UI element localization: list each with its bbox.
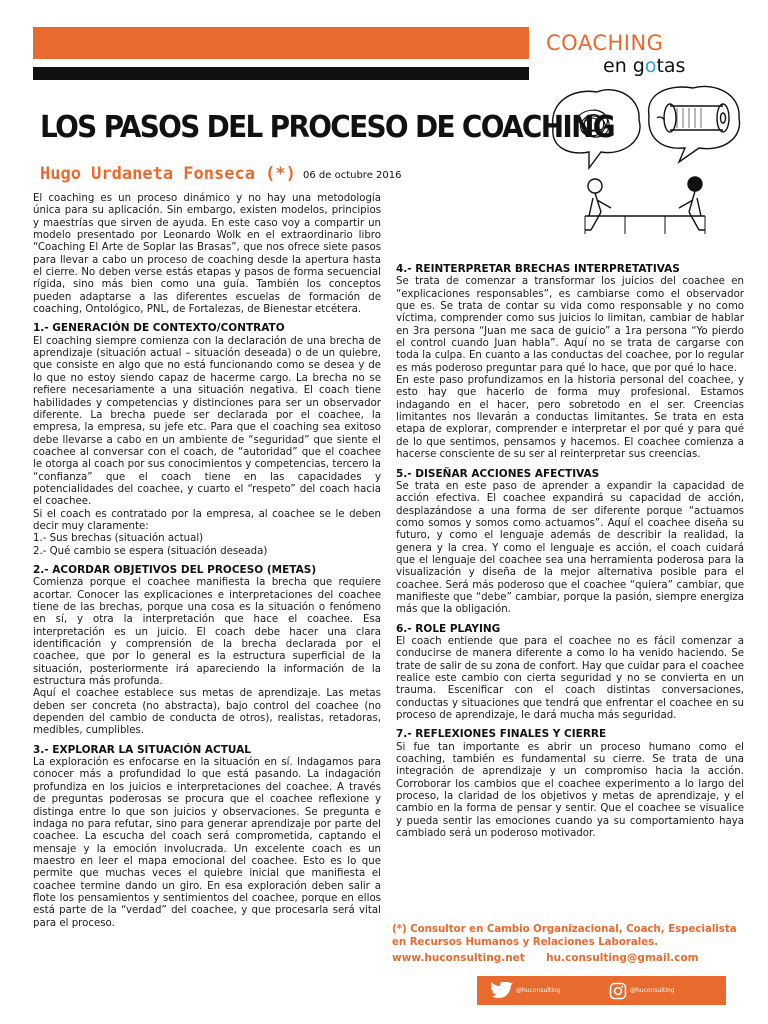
- instagram-handle: @huconsulting: [630, 987, 675, 994]
- section-6-heading: 6.- ROLE PLAYING: [396, 622, 501, 635]
- article-date: 06 de octubre 2016: [303, 170, 402, 181]
- section-1-heading: 1.- GENERACIÓN DE CONTEXTO/CONTRATO: [33, 322, 285, 335]
- author-note: (*) Consultor en Cambio Organizacional, Coach, Especialista en Recursos Humanos y Relaciones Laborales.: [392, 924, 737, 948]
- coaching-illustration: [545, 78, 745, 236]
- section-6-paragraph: El coach entiende que para el coachee no es fácil comenzar a conducirse de manera diferente a como lo ha venido haciendo. Se trate de salir de su zona de confort. Hay que cuidar para el coachee realice este cambio con cierta seguridad y no se convierta en un trauma. Escenificar con el coach distintas conversaciones, conductas y situaciones que tendrá que enfrentar el coachee en su proceso de aprendizaje, le dará mucha más seguridad.: [396, 635, 744, 722]
- contact-links: [392, 952, 699, 964]
- section-7-paragraph: Si fue tan importante es abrir un proceso humano como el coaching, también es fundamental su cierre. Se trata de una integración de aprendizaje y un compromiso hacia la acción. Corroborar los cambios que el coachee experimento a lo largo del proceso, la claridad de los objetivos y metas de aprendizaje, y el cambio en la forma de pensar y sentir. Que el coachee se visualice y pueda sentir las emociones cuando ya su comportamiento haya cambiado será un poderoso motivador.: [396, 741, 744, 840]
- logo-bottom-text: en gotas: [603, 55, 686, 77]
- article-title: LOS PASOS DEL PROCESO DE COACHING: [40, 110, 615, 145]
- intro-paragraph: El coaching es un proceso dinámico y no hay una metodología única para su aplicación. Sin embargo, existen modelos, principios y maestrías que sirven de ayuda. En este caso voy a compartir un modelo presentado por Leonardo Wolk en el extraordinario libro “Coaching El Arte de Soplar las Brasas”, que nos ofrece siete pasos para llevar a cabo un proceso de coaching desde la apertura hasta el cierre. No deben verse estás etapas y pasos de forma secuencial rígida, sino más bien como una guía. También los conceptos pueden adaptarse a las diferentes escuelas de formación de coaching, Ontológico, PNL, de Fortalezas, de Bienestar etcétera.: [33, 193, 381, 316]
- twitter-handle: @huconsulting: [516, 987, 561, 994]
- section-4-paragraph: Se trata de comenzar a transformar los juicios del coachee en “explicaciones responsables”, es cambiarse como el observador que es. Se trata de contar su vida como responsable y no como víctima, comprender como sus juicios lo limitan, cambiar de hablar en 3ra persona “Juan me saca de guicio” a 1ra persona “Yo pierdo el control cuando Juan habla”. Aquí no se trata de cargarse con toda la culpa. En cuanto a las conductas del coachee, por lo regular es más poderoso preguntar para qué lo hace, que por qué lo hace.: [396, 276, 744, 374]
- section-2-paragraph-2: Aquí el coachee establece sus metas de aprendizaje. Las metas deben ser concreta (no abstracta), bajo control del coachee (no dependen del cambio de conducta de otros), realistas, retadoras, medibles, cumplibles.: [33, 688, 381, 737]
- section-3-heading: 3.- EXPLORAR LA SITUACIÓN ACTUAL: [33, 743, 251, 756]
- twitter-icon: [491, 982, 513, 1000]
- section-2-heading: 2.- ACORDAR OBJETIVOS DEL PROCESO (METAS): [33, 563, 317, 576]
- section-3-paragraph: La exploración es enfocarse en la situación en sí. Indagamos para conocer más a profundidad lo que está pasando. La indagación profundiza en los juicios e interpretaciones del coachee. A través de preguntas poderosas se procura que el coachee reflexione y distinga entre lo que son juicios y observaciones. Se pregunta e indaga no para refutar, sino para generar aprendizaje por parte del coachee. La escucha del coach será comprometida, captando el mensaje y la emoción involucrada. Un excelente coach es un maestro en leer el mapa emocional del coachee. Esto es lo que permite que muchas veces el quiebre inicial que manifiesta el coachee termine dando un giro. En esa exploración deben salir a flote los pensamientos y sentimientos del coachee, porque en ellos está parte de la “verdad” del coachee, y que procesarla será vital para el proceso.: [33, 757, 381, 929]
- instagram-icon: [609, 982, 627, 1000]
- coaching-en-gotas-logo: [546, 31, 736, 77]
- section-1-list-item-1: 1.- Sus brechas (situación actual): [33, 533, 204, 545]
- section-4-heading: 4.- REINTERPRETAR BRECHAS INTERPRETATIVAS: [396, 263, 680, 275]
- instagram-link[interactable]: [609, 976, 675, 1005]
- email-link[interactable]: hu.consulting@gmail.com: [546, 952, 699, 964]
- article-author: Hugo Urdaneta Fonseca (*): [40, 164, 296, 184]
- section-5-heading: 5.- DISEÑAR ACCIONES AFECTIVAS: [396, 467, 600, 480]
- twitter-link[interactable]: [491, 976, 561, 1005]
- section-2-paragraph: Comienza porque el coachee manifiesta la brecha que requiere acortar. Conocer las explicaciones e interpretaciones del coachee tiene de las brechas, porque una cosa es la situación o fenómeno en sí, y otra la interpretación que hace el coachee. Esa interpretación es un juicio. El coach debe hacer una clara identificación y comprensión de la brecha declarada por el coachee, que por lo general es la estructura superficial de la situación, posteriormente irá apareciendo la información de la estructura más profunda.: [33, 577, 381, 688]
- right-column: [396, 263, 744, 840]
- left-column: [33, 193, 381, 930]
- header-orange-bar: [33, 27, 529, 59]
- water-drop-icon: o: [644, 55, 657, 77]
- website-link[interactable]: www.huconsulting.net: [392, 952, 525, 964]
- section-1-list-item-2: 2.- Qué cambio se espera (situación deseada): [33, 545, 268, 557]
- header-black-bar: [33, 67, 529, 80]
- social-bar: [477, 976, 726, 1005]
- section-7-heading: 7.- REFLEXIONES FINALES Y CIERRE: [396, 728, 607, 741]
- logo-top-text: COACHING: [546, 31, 664, 55]
- section-1-paragraph: El coaching siempre comienza con la declaración de una brecha de aprendizaje (situación actual – situación deseada) o de un quiebre, que consiste en algo que no está funcionando como se desea y de lo que no estoy siendo capaz de hacerme cargo. La brecha no se refiere necesariamente a una situación negativa. El coach tiene habilidades y competencias y distinciones para ser un observador diferente. La brecha puede ser declarada por el coachee, la empresa, la empresa, su jefe etc. Para que el coaching sea exitoso debe llevarse a cabo en un ambiente de “seguridad” que siente el coachee al conversar con el coach, de “autoridad” que el coachee le otorga al coach por sus conocimientos y competencias, tercero la “confianza” que el coach tiene en las capacidades y potencialidades del coachee, y cuarto el “respeto” del coach hacia el coachee.: [33, 335, 381, 508]
- section-1-paragraph-2: Si el coach es contratado por la empresa, al coachee se le deben decir muy claramente:: [33, 508, 381, 532]
- section-4-paragraph-2: En este paso profundizamos en la historia personal del coachee, y esto hay que hacerlo de forma muy profesional. Estamos indagando en el hacer, pero sobretodo en el ser. Creencias limitantes nos llevarán a conductas limitantes. Se trata en esta etapa de explorar, comprender e interpretar el por qué y para qué de lo que sentimos, pensamos y hacemos. El coachee comienza a hacerse consciente de su ser al reinterpretar sus creencias.: [396, 375, 744, 461]
- section-5-paragraph: Se trata en este paso de aprender a expandir la capacidad de acción efectiva. El coachee expandirá su capacidad de acción, desplazándose a una forma de ser diferente porque “actuamos como somos y somos como actuamos”. Aquí el coachee diseña su futuro, y como el lenguaje además de describir la realidad, la genera y la crea. Y como el lenguaje es acción, el coach cuidará que el lenguaje del coachee sea una herramienta poderosa para la visualización y diseña de la mejor alternativa posible para el coachee. Será más poderoso que el coachee “quiera” cambiar, que manifieste que “debe” cambiar, porque la pasión, siempre energiza más que la obligación.: [396, 480, 744, 616]
